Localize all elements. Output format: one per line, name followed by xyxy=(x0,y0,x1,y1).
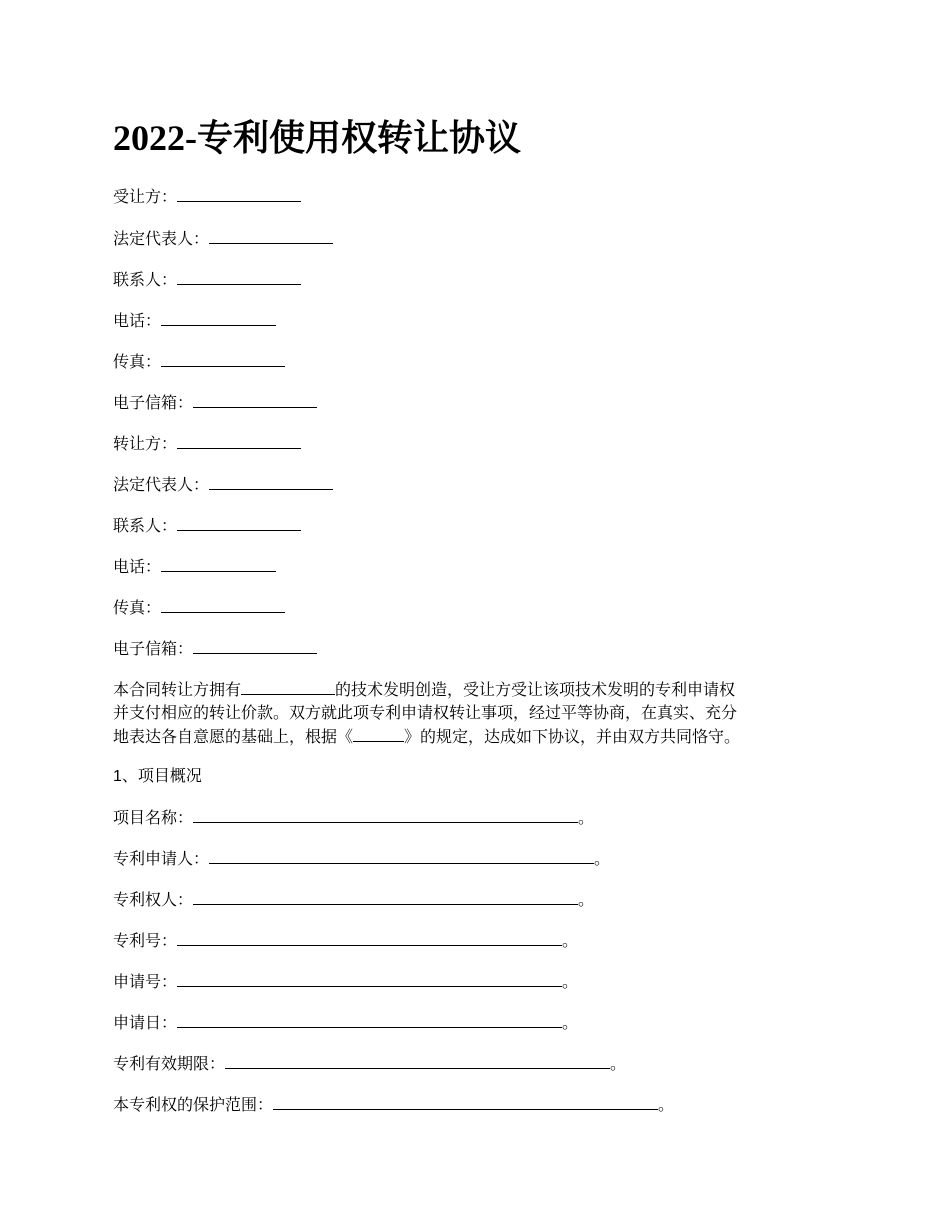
field-label: 申请号： xyxy=(113,972,178,991)
field-label: 联系人： xyxy=(113,516,178,535)
field-label: 专利权人： xyxy=(113,890,194,909)
field-suffix: 。 xyxy=(562,972,579,991)
field-validity-period xyxy=(113,1051,626,1076)
blank-line xyxy=(241,677,335,695)
field-label: 电话： xyxy=(113,557,162,576)
field-transferee-phone xyxy=(113,308,276,333)
blank-line xyxy=(161,349,285,367)
field-label: 转让方： xyxy=(113,434,178,453)
section-title: 、项目概况 xyxy=(121,766,202,785)
intro-paragraph xyxy=(113,677,848,748)
field-transferee xyxy=(113,184,301,209)
field-patent-number xyxy=(113,928,578,953)
intro-text: 地表达各自意愿的基础上，根据《 xyxy=(113,727,354,746)
blank-line xyxy=(177,431,301,449)
blank-line xyxy=(177,184,301,202)
blank-line xyxy=(161,554,276,572)
field-transferee-fax xyxy=(113,349,285,374)
field-patent-applicant xyxy=(113,846,610,871)
blank-line xyxy=(273,1092,658,1110)
field-label: 项目名称： xyxy=(113,808,194,827)
field-suffix: 。 xyxy=(578,890,595,909)
blank-line xyxy=(161,308,276,326)
field-transferor-phone xyxy=(113,554,276,579)
field-suffix: 。 xyxy=(610,1054,627,1073)
field-label: 本专利权的保护范围： xyxy=(113,1095,274,1114)
blank-line xyxy=(177,1010,562,1028)
field-label: 传真： xyxy=(113,352,162,371)
intro-text: 的技术发明创造，受让方受让该项技术发明的专利申请权 xyxy=(335,680,736,699)
blank-line xyxy=(193,390,317,408)
blank-line xyxy=(193,805,578,823)
field-project-name xyxy=(113,805,594,830)
field-label: 法定代表人： xyxy=(113,475,210,494)
field-transferor-email xyxy=(113,636,317,661)
blank-line xyxy=(193,887,578,905)
field-label: 电子信箱： xyxy=(113,393,194,412)
blank-line xyxy=(177,928,562,946)
field-transferor-contact xyxy=(113,513,301,538)
blank-line xyxy=(177,969,562,987)
field-label: 电子信箱： xyxy=(113,639,194,658)
field-transferor-fax xyxy=(113,595,285,620)
field-label: 联系人： xyxy=(113,270,178,289)
field-patentee xyxy=(113,887,594,912)
field-label: 申请日： xyxy=(113,1013,178,1032)
blank-line xyxy=(225,1051,610,1069)
field-suffix: 。 xyxy=(562,931,579,950)
field-suffix: 。 xyxy=(562,1013,579,1032)
field-label: 法定代表人： xyxy=(113,229,210,248)
intro-text: 本合同转让方拥有 xyxy=(113,680,242,699)
blank-line xyxy=(161,595,285,613)
field-label: 传真： xyxy=(113,598,162,617)
field-application-date xyxy=(113,1010,578,1035)
field-transferor xyxy=(113,431,301,456)
field-transferee-email xyxy=(113,390,317,415)
field-label: 专利申请人： xyxy=(113,849,210,868)
field-label: 专利号： xyxy=(113,931,178,950)
intro-line xyxy=(113,677,848,701)
field-suffix: 。 xyxy=(594,849,611,868)
field-transferee-contact xyxy=(113,267,301,292)
section-heading xyxy=(113,764,202,789)
field-label: 专利有效期限： xyxy=(113,1054,226,1073)
blank-line xyxy=(353,724,404,742)
intro-line xyxy=(113,724,848,748)
blank-line xyxy=(209,846,594,864)
blank-line xyxy=(209,472,333,490)
blank-line xyxy=(177,267,301,285)
field-transferor-legal-rep xyxy=(113,472,333,497)
section-number: 1 xyxy=(113,768,122,785)
field-suffix: 。 xyxy=(658,1095,675,1114)
field-application-number xyxy=(113,969,578,994)
blank-line xyxy=(193,636,317,654)
intro-text: 》的规定，达成如下协议，并由双方共同恪守。 xyxy=(404,727,741,746)
field-protection-scope xyxy=(113,1092,674,1117)
field-transferee-legal-rep xyxy=(113,226,333,251)
intro-line: 并支付相应的转让价款。双方就此项专利申请权转让事项，经过平等协商，在真实、充分 xyxy=(113,703,738,722)
field-label: 电话： xyxy=(113,311,162,330)
blank-line xyxy=(209,226,333,244)
document-title: 2022-专利使用权转让协议 xyxy=(113,118,521,158)
field-label: 受让方： xyxy=(113,187,178,206)
blank-line xyxy=(177,513,301,531)
field-suffix: 。 xyxy=(578,808,595,827)
